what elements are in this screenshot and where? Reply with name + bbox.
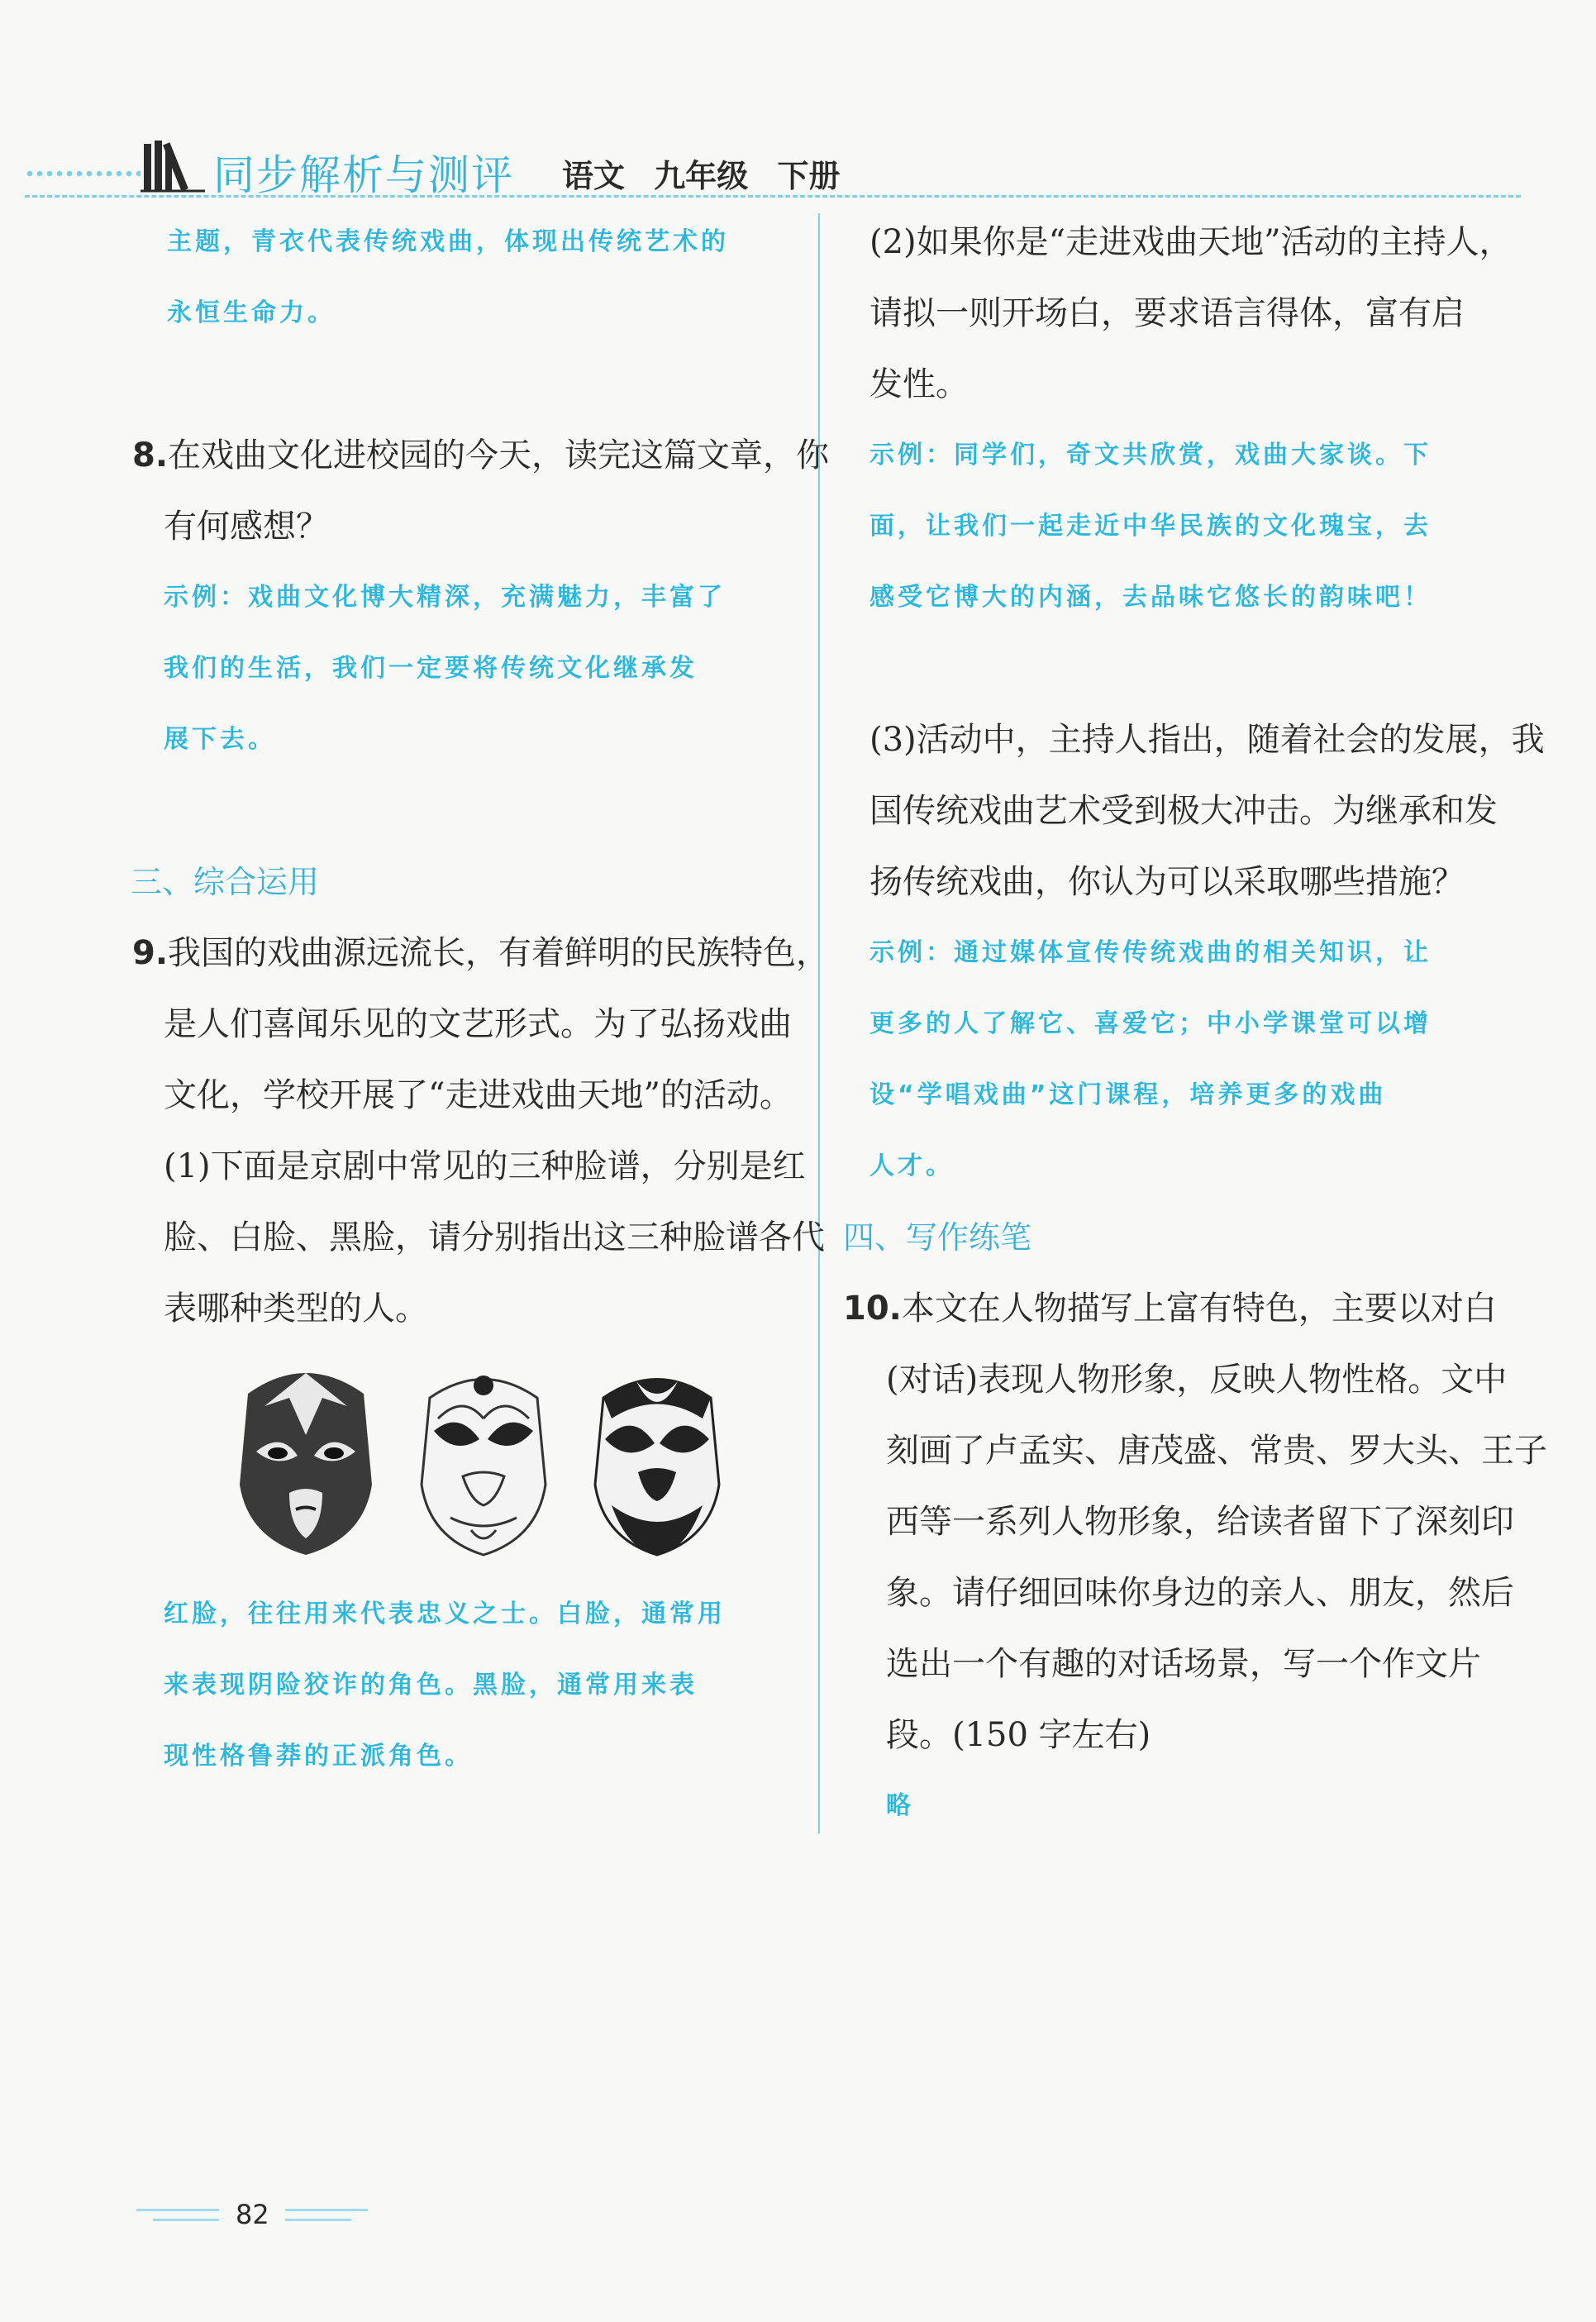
page-footer <box>136 2199 384 2232</box>
books-icon <box>141 139 207 193</box>
question-number: 8. <box>132 436 169 474</box>
right-column <box>843 207 1547 1842</box>
question-text: 段。(150 字左右) <box>886 1716 1151 1754</box>
sub-question-text: (3)活动中，主持人指出，随着社会的发展，我 <box>869 721 1545 759</box>
answer-line: 我们的生活，我们一定要将传统文化继承发 <box>164 654 698 683</box>
section-heading: 四、写作练笔 <box>843 1219 1032 1256</box>
question-text: 西等一系列人物形象，给读者留下了深刻印 <box>886 1503 1514 1541</box>
answer-line: 更多的人了解它、喜爱它；中小学课堂可以增 <box>869 1009 1432 1038</box>
opera-masks-figure <box>132 1352 802 1576</box>
subject-label: 语文 <box>562 158 626 194</box>
answer-line: 展下去。 <box>164 725 276 754</box>
white-face-mask-image <box>413 1361 554 1559</box>
answer-line: 红脸，往往用来代表忠义之士。白脸，通常用 <box>164 1600 726 1628</box>
question-text: 在戏曲文化进校园的今天，读完这篇文章，你 <box>168 436 830 474</box>
question-text: 象。请仔细回味你身边的亲人、朋友，然后 <box>886 1574 1514 1612</box>
sub-question-text: 发性。 <box>869 365 969 403</box>
question-10 <box>843 1273 1514 1344</box>
question-text: 我国的戏曲源远流长，有着鲜明的民族特色， <box>168 934 830 972</box>
sub-question-text: (2)如果你是“走进戏曲天地”活动的主持人， <box>869 223 1513 261</box>
question-text: 选出一个有趣的对话场景，写一个作文片 <box>886 1645 1481 1683</box>
answer-line: 示例：戏曲文化博大精深，充满魅力，丰富了 <box>164 583 726 612</box>
question-number: 9. <box>132 934 169 972</box>
question-text: (对话)表现人物形象，反映人物性格。文中 <box>886 1361 1508 1399</box>
answer-line: 略 <box>886 1791 914 1820</box>
sub-question-text: 国传统戏曲艺术受到极大冲击。为继承和发 <box>869 792 1498 830</box>
header-dot-decoration <box>25 169 141 180</box>
answer-line: 永恒生命力。 <box>167 298 336 327</box>
volume-label: 下册 <box>777 158 841 194</box>
book-meta <box>562 150 841 196</box>
question-text: 本文在人物描写上富有特色，主要以对白 <box>901 1290 1497 1328</box>
answer-line: 来表现阴险狡诈的角色。黑脸，通常用来表 <box>164 1671 698 1700</box>
question-text: 文化，学校开展了“走进戏曲天地”的活动。 <box>164 1076 793 1114</box>
answer-line: 人才。 <box>869 1151 954 1180</box>
answer-line: 现性格鲁莽的正派角色。 <box>164 1742 473 1771</box>
footer-rule-right <box>285 2209 368 2211</box>
footer-rule-right <box>285 2219 351 2221</box>
sub-question-text: 请拟一则开场白，要求语言得体，富有启 <box>869 294 1465 332</box>
question-text: 有何感想？ <box>164 508 329 546</box>
answer-line: 主题，青衣代表传统戏曲，体现出传统艺术的 <box>167 227 729 256</box>
sub-question-text: 表哪种类型的人。 <box>164 1290 428 1328</box>
answer-line: 示例：通过媒体宣传传统戏曲的相关知识，让 <box>869 938 1432 967</box>
question-8 <box>132 420 830 491</box>
grade-label: 九年级 <box>654 158 749 194</box>
black-face-mask-image <box>587 1361 727 1559</box>
red-face-mask-image <box>231 1361 380 1559</box>
answer-line: 面，让我们一起走近中华民族的文化瑰宝，去 <box>869 512 1432 541</box>
question-number: 10. <box>843 1290 902 1328</box>
left-column <box>131 207 830 1792</box>
answer-line: 设“学唱戏曲”这门课程，培养更多的戏曲 <box>869 1080 1387 1109</box>
page-header <box>25 139 1521 205</box>
brand-title: 同步解析与测评 <box>213 151 514 199</box>
footer-rule-left <box>136 2209 219 2211</box>
sub-question-text: 脸、白脸、黑脸，请分别指出这三种脸谱各代 <box>164 1218 825 1256</box>
answer-line: 感受它博大的内涵，去品味它悠长的韵味吧！ <box>869 583 1432 612</box>
sub-question-text: (1)下面是京剧中常见的三种脸谱，分别是红 <box>164 1147 806 1185</box>
section-heading: 三、综合运用 <box>131 864 320 900</box>
header-divider <box>25 195 1521 198</box>
question-9 <box>132 918 830 989</box>
question-text: 刻画了卢孟实、唐茂盛、常贵、罗大头、王子 <box>886 1432 1547 1470</box>
answer-line: 示例：同学们，奇文共欣赏，戏曲大家谈。下 <box>869 441 1432 470</box>
footer-rule-left <box>153 2219 219 2221</box>
question-text: 是人们喜闻乐见的文艺形式。为了弘扬戏曲 <box>164 1005 792 1043</box>
page-number: 82 <box>236 2199 269 2230</box>
sub-question-text: 扬传统戏曲，你认为可以采取哪些措施？ <box>869 863 1465 901</box>
